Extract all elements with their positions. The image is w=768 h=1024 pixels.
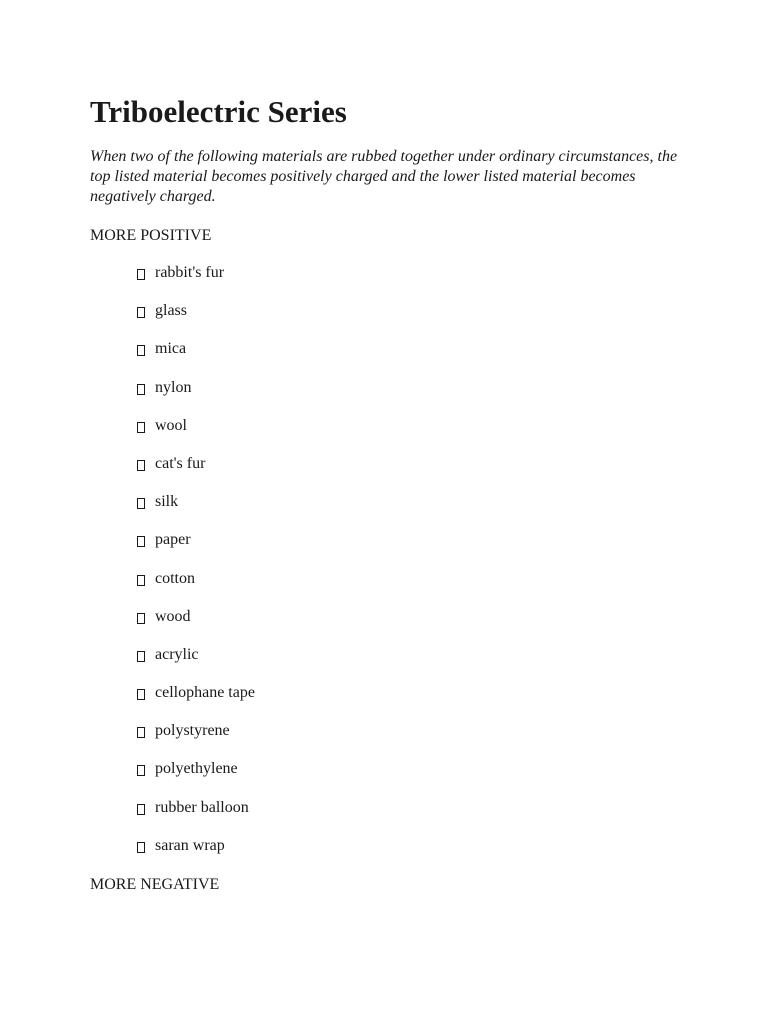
material-label: polyethylene (155, 760, 238, 778)
materials-list (137, 263, 255, 874)
material-label: mica (155, 340, 187, 358)
intro-paragraph: When two of the following materials are rubbed together under ordinary circumstances, the top listed material becomes positively charged and the lower listed material becomes negatively charged. (90, 148, 678, 205)
list-item (137, 607, 255, 645)
list-item (137, 645, 255, 683)
list-item (137, 721, 255, 759)
material-label: cellophane tape (155, 684, 255, 702)
list-item (137, 683, 255, 721)
square-bullet-icon (137, 307, 145, 318)
list-item (137, 301, 255, 339)
list-item (137, 798, 255, 836)
material-label: rabbit's fur (155, 264, 225, 281)
list-item (137, 416, 255, 454)
material-label: saran wrap (155, 836, 225, 854)
square-bullet-icon (137, 765, 145, 776)
square-bullet-icon (137, 269, 145, 280)
square-bullet-icon (137, 498, 145, 509)
material-label: acrylic (155, 645, 199, 663)
material-label: silk (155, 493, 179, 511)
square-bullet-icon (137, 613, 145, 624)
square-bullet-icon (137, 345, 145, 356)
square-bullet-icon (137, 460, 145, 471)
material-label: cotton (155, 569, 195, 587)
material-label: paper (155, 531, 191, 549)
material-label: wool (155, 416, 187, 434)
list-item (137, 492, 255, 530)
list-item (137, 836, 255, 874)
square-bullet-icon (137, 384, 145, 395)
list-item (137, 339, 255, 377)
list-item (137, 569, 255, 607)
material-label: nylon (155, 378, 192, 396)
material-label: glass (155, 302, 187, 320)
page-title: Triboelectric Series (90, 94, 347, 129)
square-bullet-icon (137, 575, 145, 586)
list-item (137, 263, 255, 301)
square-bullet-icon (137, 804, 145, 815)
square-bullet-icon (137, 422, 145, 433)
square-bullet-icon (137, 727, 145, 738)
more-negative-label: MORE NEGATIVE (90, 876, 220, 893)
square-bullet-icon (137, 536, 145, 547)
more-positive-label: MORE POSITIVE (90, 227, 212, 244)
list-item (137, 759, 255, 797)
material-label: wood (155, 607, 191, 625)
list-item (137, 378, 255, 416)
list-item (137, 530, 255, 568)
list-item (137, 454, 255, 492)
material-label: cat's fur (155, 454, 206, 472)
material-label: rubber balloon (155, 798, 249, 816)
square-bullet-icon (137, 651, 145, 662)
material-label: polystyrene (155, 722, 230, 740)
square-bullet-icon (137, 689, 145, 700)
square-bullet-icon (137, 842, 145, 853)
